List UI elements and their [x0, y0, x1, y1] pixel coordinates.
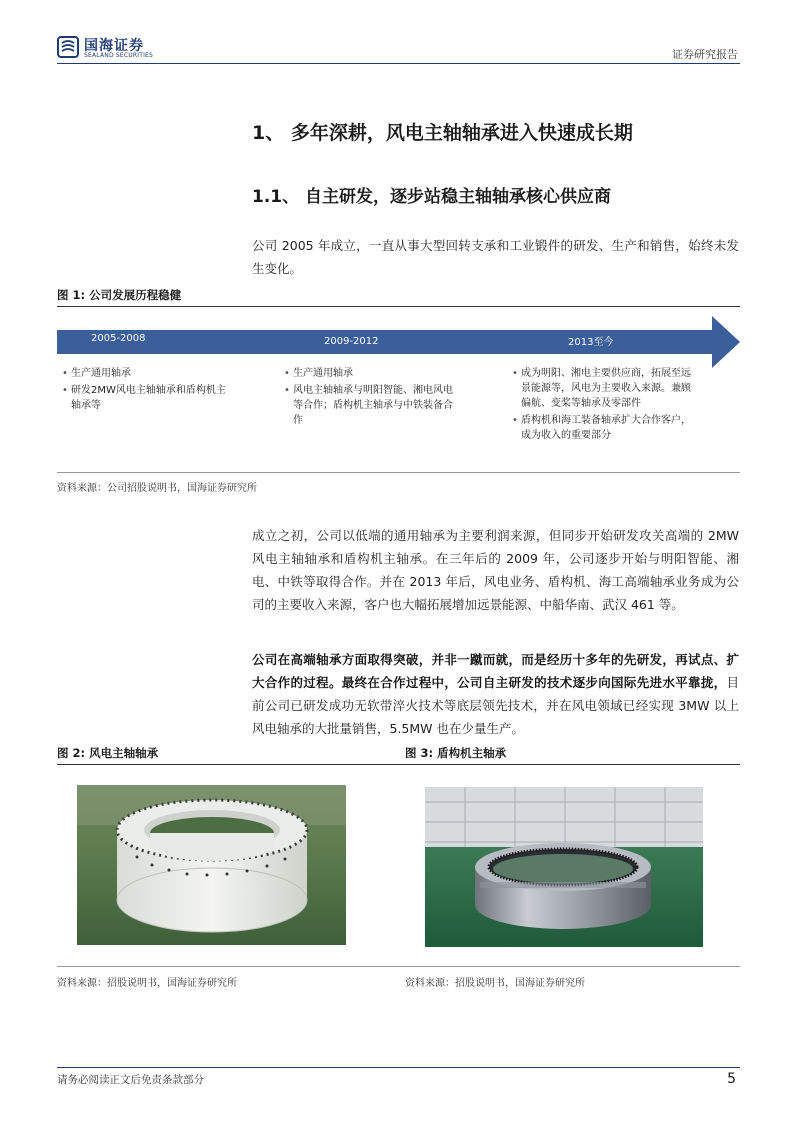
list-item: • 研发2MW风电主轴轴承和盾构机主轴承等	[62, 383, 232, 413]
timeline-arrow-icon	[57, 316, 740, 368]
figure3-title: 图 3: 盾构机主轴承	[405, 746, 507, 760]
list-item: • 成为明阳、湘电主要供应商，拓展至远景能源等，风电为主要收入来源。兼顾偏航、变桨等轴承及零部件	[512, 366, 697, 411]
list-item: • 生产通用轴承	[62, 366, 232, 381]
list-item: • 生产通用轴承	[284, 366, 459, 381]
page-number: 5	[727, 1071, 736, 1087]
figure1-source: 资料来源：公司招股说明书，国海证券研究所	[57, 483, 257, 494]
timeline-column-1	[62, 366, 232, 415]
footer-divider	[57, 1067, 740, 1068]
tbm-bearing-photo	[425, 787, 703, 947]
logo-mark-icon	[57, 36, 79, 58]
divider	[57, 472, 740, 473]
figure2-source: 资料来源：招股说明书，国海证券研究所	[57, 978, 237, 989]
paragraph-breakthrough	[252, 648, 739, 740]
paragraph-history: 成立之初，公司以低端的通用轴承为主要利润来源，但同步开始研发攻关高端的 2MW 风电主轴轴承和盾构机主轴承。在三年后的 2009 年，公司逐步开始与明阳智能、湘电、中铁等取得合作。并在 2013 年后，风电业务、盾构机、海工高端轴承业务成为公司的主要收入来源，客户也大幅拓展增加远景能源、中船华南、武汉 461 等。	[252, 528, 739, 612]
divider	[57, 966, 740, 967]
footer-disclaimer: 请务必阅读正文后免责条款部分	[57, 1074, 204, 1086]
timeline-column-3	[512, 366, 697, 445]
page-header	[57, 34, 740, 64]
timeline-arrow	[57, 316, 740, 368]
list-item: • 盾构机和海工装备轴承扩大合作客户，成为收入的重要部分	[512, 413, 697, 443]
wind-bearing-photo	[77, 785, 346, 945]
report-type: 证券研究报告	[672, 48, 738, 61]
logo-text-en: SEALAND SECURITIES	[84, 52, 154, 59]
paragraph-bold-part: 公司在高端轴承方面取得突破，并非一蹴而就，而是经历十多年的先研发，再试点、扩大合作的过程。最终在合作过程中，公司自主研发的技术逐步向国际先进水平靠拢，	[252, 652, 739, 690]
figure2-title: 图 2: 风电主轴轴承	[57, 745, 740, 765]
company-logo	[57, 34, 167, 62]
section-heading: 1、 多年深耕，风电主轴轴承进入快速成长期	[252, 122, 633, 144]
subsection-heading: 1.1、 自主研发，逐步站稳主轴轴承核心供应商	[252, 187, 612, 207]
timeline-label-1: 2005-2008	[91, 333, 146, 344]
timeline-column-2	[284, 366, 459, 430]
paragraph-intro: 公司 2005 年成立，一直从事大型回转支承和工业锻件的研发、生产和销售，始终未发生变化。	[252, 238, 739, 276]
figure3-source: 资料来源：招股说明书，国海证券研究所	[405, 978, 585, 989]
figure1-title: 图 1: 公司发展历程稳健	[57, 287, 740, 307]
logo-text-cn: 国海证券	[84, 38, 144, 54]
list-item: • 风电主轴轴承与明阳智能、湘电风电等合作；盾构机主轴承与中铁装备合作	[284, 383, 459, 428]
paragraph-normal-part: 目前公司已研发成功无软带淬火技术等底层领先技术，并在风电领域已经实现 3MW 以上风电轴承的大批量销售，5.5MW 也在少量生产。	[252, 675, 739, 736]
timeline-label-2: 2009-2012	[324, 336, 379, 347]
timeline-label-3: 2013至今	[568, 337, 614, 348]
